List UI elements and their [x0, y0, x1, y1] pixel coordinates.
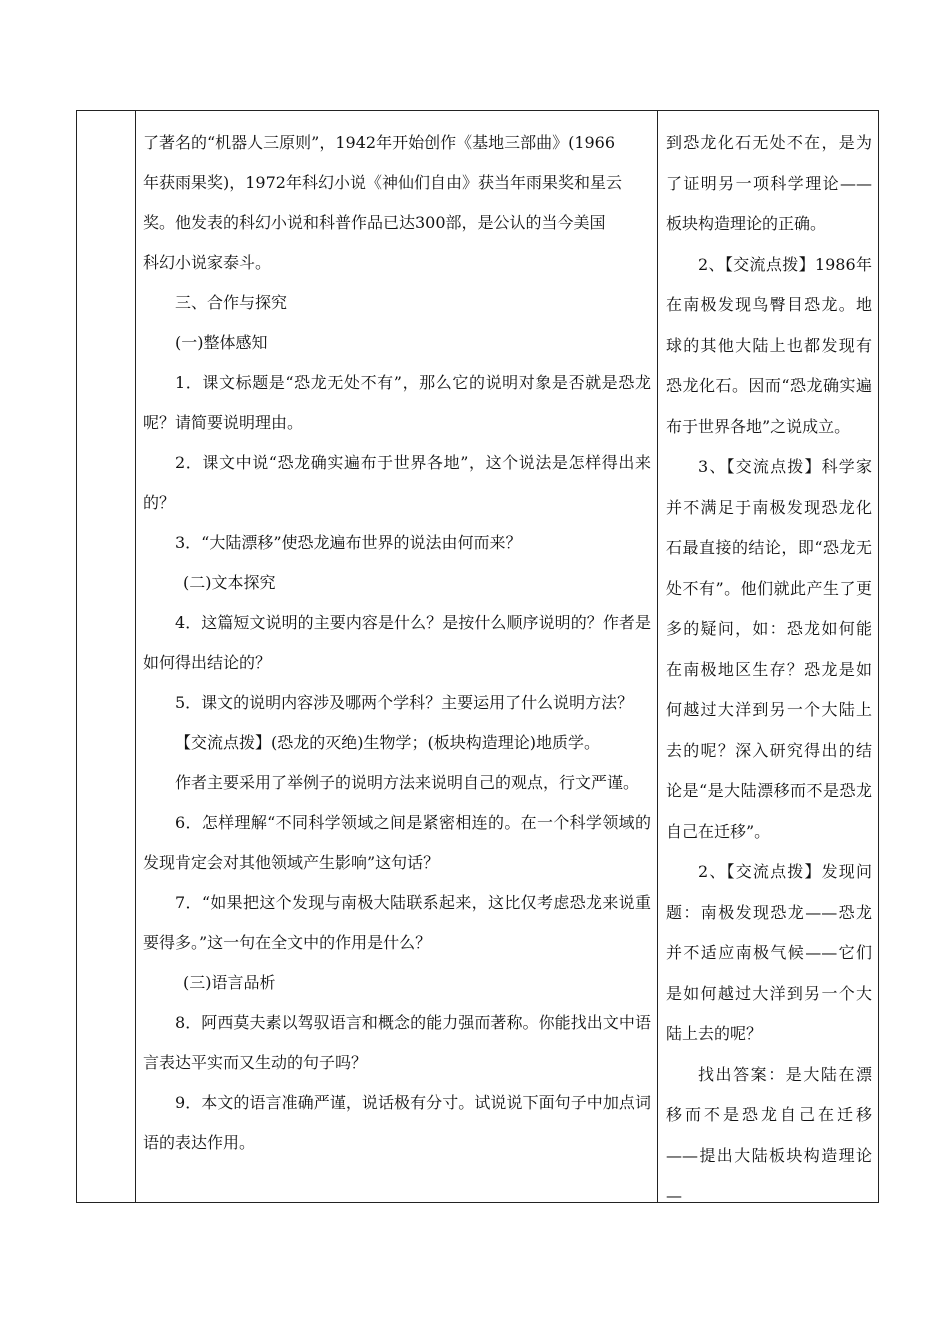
tip-text: (恐龙的灭绝)生物学；(板块构造理论)地质学。: [271, 733, 600, 752]
side-tip-2: 2、【交流点拨】1986年在南极发现鸟臀目恐龙。地球的其他大陆上也都发现有恐龙化石。因而“恐龙确实遍布于世界各地”之说成立。: [666, 254, 872, 436]
side-tip-3: 3、【交流点拨】科学家并不满足于南极发现恐龙化石最直接的结论，即“恐龙无处不有”。他们就此产生了更多的疑问，如：恐龙如何能在南极地区生存？恐龙是如何越过大洋到另一个大陆上去的呢？深入研究得出的结论是“是大陆漂移而不是恐龙自己在迁移”。: [666, 457, 872, 841]
question-1: 1．课文标题是“恐龙无处不有”，那么它的说明对象是否就是恐龙呢？请简要说明理由。: [143, 373, 651, 432]
tip-more: 作者主要采用了举例子的说明方法来说明自己的观点，行文严谨。: [175, 773, 640, 792]
question-2: 2．课文中说“恐龙确实遍布于世界各地”，这个说法是怎样得出来的？: [143, 453, 651, 512]
intro-line-3: 奖。他发表的科幻小说和科普作品已达300部，是公认的当今美国: [143, 213, 606, 232]
question-3: 3．“大陆漂移”使恐龙遍布世界的说法由何而来？: [175, 533, 522, 552]
subsection-overall: (一)整体感知: [175, 333, 268, 352]
subsection-language: (三)语言品析: [183, 973, 276, 992]
lesson-table: [76, 110, 879, 1203]
section-heading-cooperation: 三、合作与探究: [175, 293, 288, 312]
subsection-text-study: (二)文本探究: [183, 573, 276, 592]
question-7: 7．“如果把这个发现与南极大陆联系起来，这比仅考虑恐龙来说重要得多。”这一句在全文中的作用是什么？: [143, 893, 651, 952]
side-intro: 到恐龙化石无处不在，是为了证明另一项科学理论——板块构造理论的正确。: [666, 133, 872, 233]
tip-paragraph: [143, 723, 651, 763]
main-column: [143, 123, 651, 1163]
side-answer: 找出答案：是大陆在漂移而不是恐龙自己在迁移——提出大陆板块构造理论—: [666, 1064, 872, 1205]
column-divider-left: [135, 111, 136, 1202]
side-tip-4: 2、【交流点拨】发现问题：南极发现恐龙——恐龙并不适应南极气候——它们是如何越过大洋到另一个大陆上去的呢？: [666, 862, 872, 1043]
question-8: 8．阿西莫夫素以驾驭语言和概念的能力强而著称。你能找出文中语言表达平实而又生动的句子吗？: [143, 1013, 651, 1072]
column-divider-right: [657, 111, 658, 1202]
side-column: [666, 123, 872, 1217]
question-9: 9．本文的语言准确严谨，说话极有分寸。试说说下面句子中加点词语的表达作用。: [143, 1093, 651, 1152]
intro-line-4: 科幻小说家泰斗。: [143, 253, 272, 272]
tip-label: 【交流点拨】: [175, 733, 272, 752]
intro-line-1: 了著名的“机器人三原则”，1942年开始创作《基地三部曲》(1966: [143, 133, 616, 152]
question-5: 5．课文的说明内容涉及哪两个学科？主要运用了什么说明方法？: [175, 693, 634, 712]
question-4: 4．这篇短文说明的主要内容是什么？是按什么顺序说明的？作者是如何得出结论的？: [143, 613, 651, 672]
intro-line-2: 年获雨果奖)，1972年科幻小说《神仙们自由》获当年雨果奖和星云: [143, 173, 622, 192]
question-6: 6．怎样理解“不同科学领域之间是紧密相连的。在一个科学领域的发现肯定会对其他领域产生影响”这句话？: [143, 813, 651, 872]
